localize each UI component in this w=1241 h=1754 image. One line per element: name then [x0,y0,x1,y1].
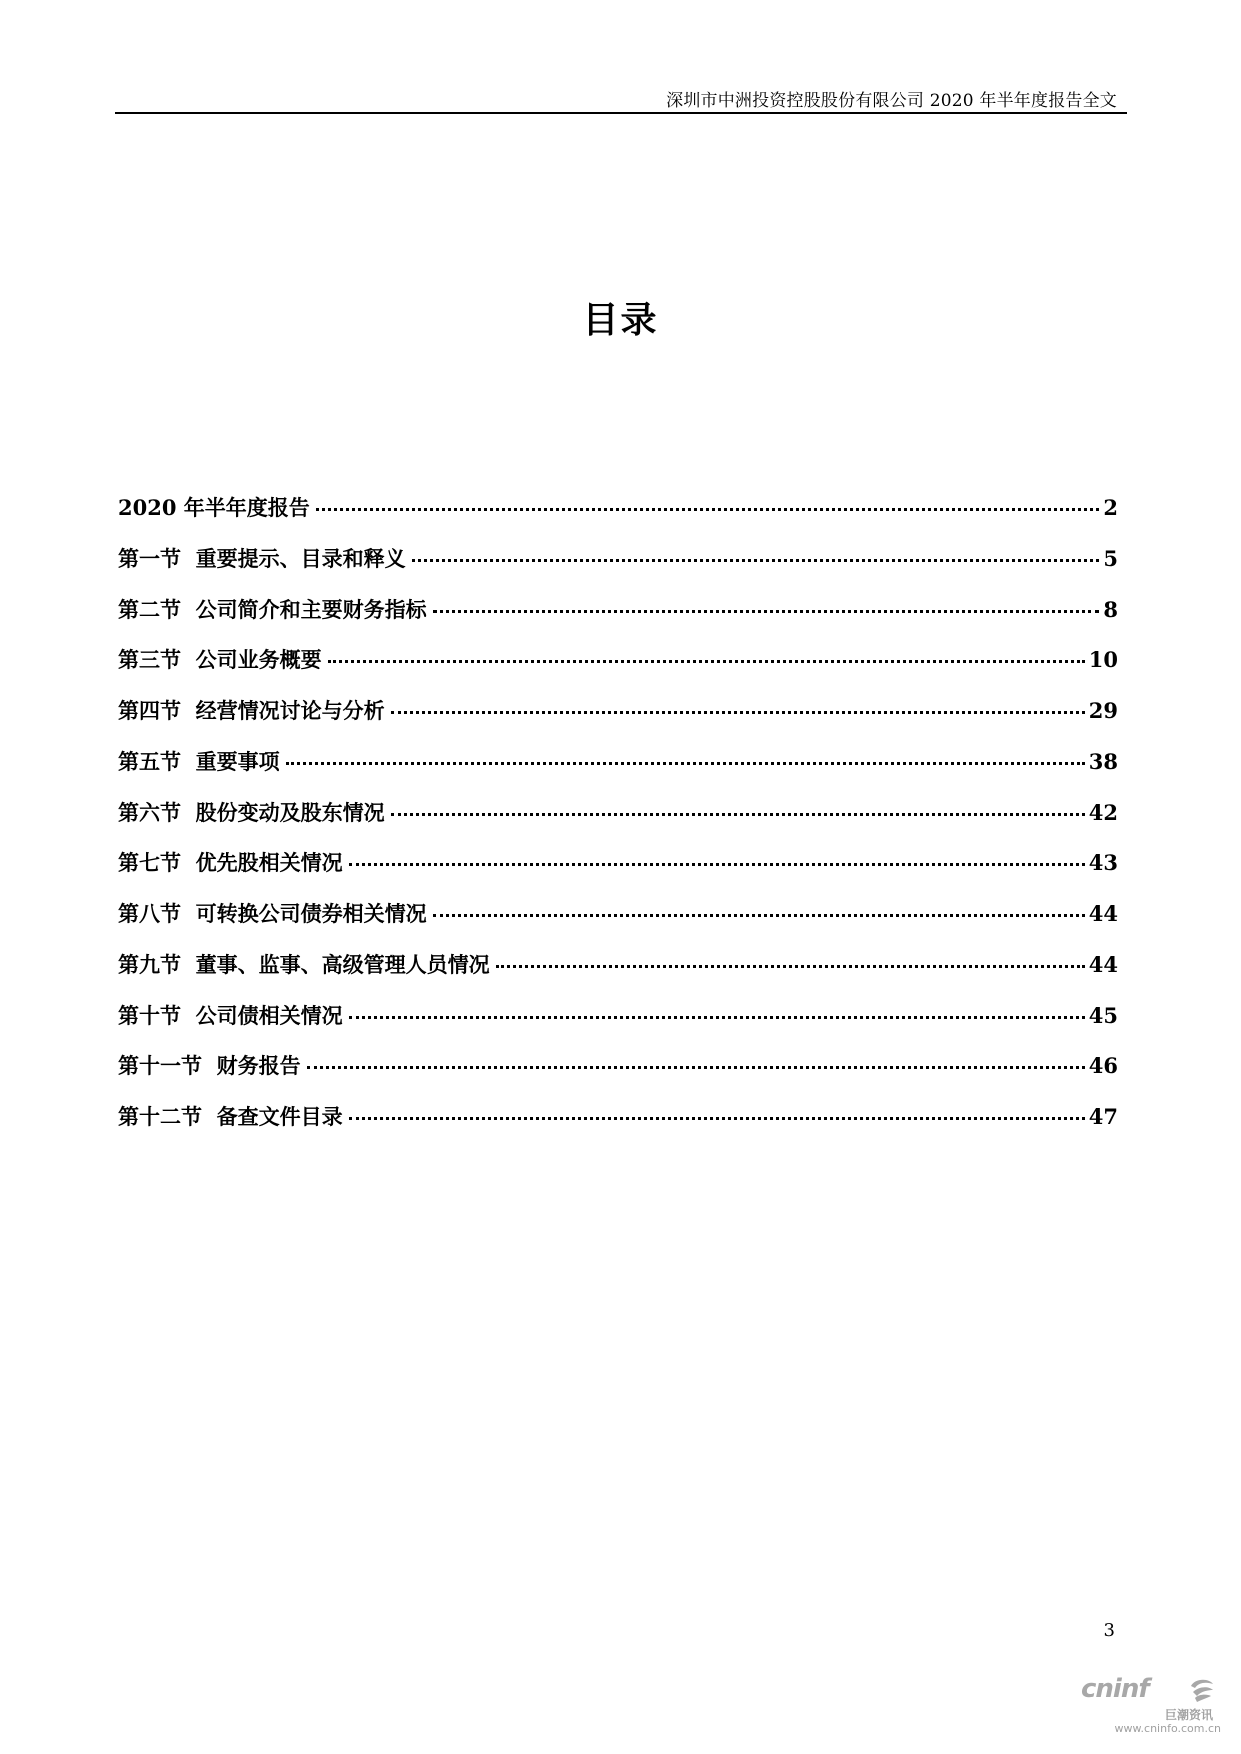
toc-entry-label: 第四节 经营情况讨论与分析 [118,699,385,723]
toc-dot-leader [328,660,1085,663]
toc-entry[interactable] [118,695,1118,746]
toc-entry-page: 44 [1088,901,1118,926]
toc-entry[interactable] [118,644,1118,695]
toc-entry[interactable] [118,594,1118,645]
watermark-url: www.cninfo.com.cn [1114,1722,1221,1735]
toc-list [118,492,1118,1152]
toc-entry-label: 第十节 公司债相关情况 [118,1003,343,1028]
toc-entry-label: 第十一节 财务报告 [118,1054,301,1079]
cninfo-swirl-icon [1187,1676,1217,1704]
toc-entry[interactable] [118,949,1118,1000]
toc-dot-leader [349,1016,1085,1019]
toc-dot-leader [433,610,1100,613]
toc-entry-label: 第八节 可转换公司债券相关情况 [118,902,427,926]
toc-title: 目录 [582,300,659,341]
toc-entry[interactable] [118,746,1118,797]
toc-entry-page: 47 [1088,1104,1118,1129]
toc-entry-label: 第十二节 备查文件目录 [118,1105,343,1129]
toc-entry-label: 第六节 股份变动及股东情况 [118,800,385,825]
toc-entry-page: 5 [1103,545,1118,571]
toc-entry[interactable] [118,492,1118,543]
watermark-logo-text: cninf [1081,1674,1149,1704]
toc-entry-page: 38 [1088,748,1118,774]
running-header: 深圳市中洲投资控股股份有限公司 2020 年半年度报告全文 [666,91,1117,111]
toc-entry[interactable] [118,1000,1118,1051]
toc-entry-page: 8 [1103,596,1118,622]
toc-entry[interactable] [118,898,1118,949]
toc-dot-leader [349,863,1085,866]
toc-entry[interactable] [118,543,1118,594]
toc-dot-leader [316,508,1100,511]
toc-entry-label: 第九节 董事、监事、高级管理人员情况 [118,952,490,977]
toc-entry-label: 2020 年半年度报告 [118,495,310,520]
watermark-subtitle: 巨潮资讯 [1164,1708,1213,1722]
toc-dot-leader [286,762,1085,765]
header-rule [115,112,1127,114]
toc-entry[interactable] [118,1101,1118,1152]
toc-dot-leader [307,1066,1085,1069]
toc-dot-leader [391,813,1085,816]
toc-entry[interactable] [118,1050,1118,1101]
page-number: 3 [1103,1620,1115,1641]
toc-dot-leader [349,1117,1085,1120]
toc-dot-leader [391,711,1085,714]
toc-entry[interactable] [118,847,1118,898]
toc-entry-label: 第二节 公司简介和主要财务指标 [118,597,427,622]
toc-entry-page: 29 [1088,698,1118,723]
toc-entry-label: 第一节 重要提示、目录和释义 [118,546,406,571]
toc-entry-page: 2 [1103,495,1118,520]
toc-entry-label: 第七节 优先股相关情况 [118,851,343,876]
toc-entry[interactable] [118,797,1118,848]
toc-dot-leader [496,965,1085,968]
toc-entry-page: 43 [1088,850,1118,876]
toc-entry-label: 第五节 重要事项 [118,749,280,774]
toc-dot-leader [433,914,1085,917]
toc-entry-page: 10 [1088,647,1118,673]
toc-entry-label: 第三节 公司业务概要 [118,648,322,673]
toc-entry-page: 44 [1088,951,1118,977]
toc-entry-page: 45 [1088,1002,1118,1028]
toc-entry-page: 42 [1088,799,1118,825]
toc-dot-leader [412,559,1100,562]
toc-entry-page: 46 [1088,1053,1118,1079]
cninfo-watermark [1081,1674,1221,1740]
